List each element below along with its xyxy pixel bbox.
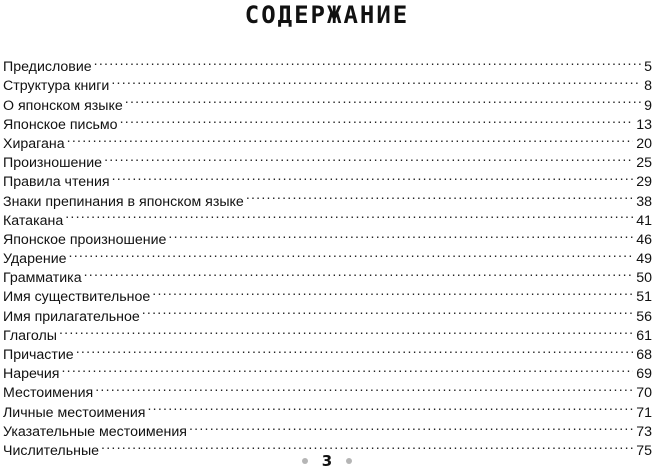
toc-entry-page: 29 bbox=[636, 174, 652, 191]
dot-leader bbox=[84, 263, 634, 282]
toc-entry-title: Глаголы bbox=[3, 327, 57, 344]
toc-entry-page: 25 bbox=[636, 155, 652, 172]
dot-leader bbox=[246, 186, 633, 205]
toc-entry-page: 71 bbox=[636, 404, 652, 421]
toc-entry-title: Правила чтения bbox=[3, 174, 110, 191]
toc-entry-title: Знаки препинания в японском языке bbox=[3, 193, 244, 210]
toc-entry[interactable] bbox=[3, 359, 652, 383]
toc-entry[interactable] bbox=[3, 340, 652, 363]
toc-entry-page: 50 bbox=[636, 270, 652, 287]
toc-entry-title: Японское произношение bbox=[3, 231, 167, 248]
toc-entry[interactable] bbox=[3, 71, 652, 95]
toc-entry[interactable] bbox=[3, 321, 652, 344]
dot-leader bbox=[189, 417, 633, 436]
toc-entry-page: 9 bbox=[644, 97, 652, 114]
toc-entry[interactable] bbox=[3, 52, 652, 76]
toc-entry[interactable] bbox=[3, 282, 652, 306]
toc-entry-page: 56 bbox=[636, 308, 652, 325]
dot-leader bbox=[120, 110, 634, 129]
toc-entry-page: 68 bbox=[636, 347, 652, 363]
toc-entry-title: О японском языке bbox=[3, 97, 123, 114]
toc-entry-title: Причастие bbox=[3, 347, 74, 363]
dot-leader bbox=[104, 148, 633, 167]
toc-entry-page: 38 bbox=[636, 193, 652, 210]
toc-entry-page: 13 bbox=[636, 116, 652, 133]
toc-entry[interactable] bbox=[3, 129, 652, 152]
toc-entry-page: 75 bbox=[636, 442, 652, 459]
dot-leader bbox=[69, 244, 634, 263]
toc-entry-title: Японское письмо bbox=[3, 116, 118, 133]
toc-entry-title: Числительные bbox=[3, 442, 100, 459]
dot-leader bbox=[142, 301, 633, 320]
toc-entry-title: Имя прилагательное bbox=[3, 308, 140, 325]
dot-leader bbox=[95, 378, 633, 397]
dot-leader bbox=[94, 52, 641, 71]
dot-leader bbox=[147, 397, 633, 416]
toc-entry[interactable] bbox=[3, 397, 652, 421]
toc-entry-title: Имя существительное bbox=[3, 289, 151, 306]
toc-entry-page: 61 bbox=[636, 327, 652, 344]
toc-entry-page: 70 bbox=[636, 385, 652, 402]
dot-leader bbox=[168, 225, 633, 244]
dot-leader bbox=[67, 129, 634, 148]
toc-entry[interactable] bbox=[3, 378, 652, 402]
toc-entry-title: Указательные местоимения bbox=[3, 423, 187, 440]
dot-leader bbox=[65, 206, 633, 225]
toc-entry-title: Грамматика bbox=[3, 270, 82, 287]
toc-entry-title: Хирагана bbox=[3, 135, 65, 152]
dot-leader bbox=[61, 359, 633, 378]
table-of-contents bbox=[3, 52, 652, 459]
bullet-icon bbox=[346, 458, 352, 464]
toc-entry-page: 69 bbox=[636, 366, 652, 383]
toc-entry-page: 49 bbox=[636, 251, 652, 268]
toc-entry-title: Местоимения bbox=[3, 385, 94, 402]
page-number: 3 bbox=[321, 452, 333, 470]
toc-entry-page: 51 bbox=[636, 289, 652, 306]
toc-entry-title: Ударение bbox=[3, 251, 67, 268]
dot-leader bbox=[76, 340, 634, 359]
toc-entry-page: 41 bbox=[636, 212, 652, 229]
dot-leader bbox=[59, 321, 633, 340]
toc-entry-page: 5 bbox=[644, 59, 652, 76]
toc-entry-page: 46 bbox=[636, 231, 652, 248]
toc-entry[interactable] bbox=[3, 263, 652, 287]
page-footer bbox=[0, 451, 654, 471]
toc-entry[interactable] bbox=[3, 244, 652, 268]
toc-entry-page: 20 bbox=[636, 135, 652, 152]
toc-entry-title: Наречия bbox=[3, 366, 60, 383]
page-title: СОДЕРЖАНИЕ bbox=[244, 1, 410, 29]
toc-entry[interactable] bbox=[3, 225, 652, 248]
dot-leader bbox=[125, 90, 641, 109]
toc-entry-title: Структура книги bbox=[3, 78, 110, 95]
toc-entry-page: 73 bbox=[636, 423, 652, 440]
dot-leader bbox=[111, 71, 641, 90]
toc-entry-title: Личные местоимения bbox=[3, 404, 146, 421]
toc-entry[interactable] bbox=[3, 206, 652, 229]
bullet-icon bbox=[302, 458, 308, 464]
toc-entry-title: Произношение bbox=[3, 155, 103, 172]
dot-leader bbox=[152, 282, 633, 301]
toc-entry-title: Предисловие bbox=[3, 59, 92, 76]
toc-entry-page: 8 bbox=[644, 78, 652, 95]
toc-entry[interactable] bbox=[3, 148, 652, 172]
dot-leader bbox=[112, 167, 634, 186]
toc-entry-title: Катакана bbox=[3, 212, 64, 229]
